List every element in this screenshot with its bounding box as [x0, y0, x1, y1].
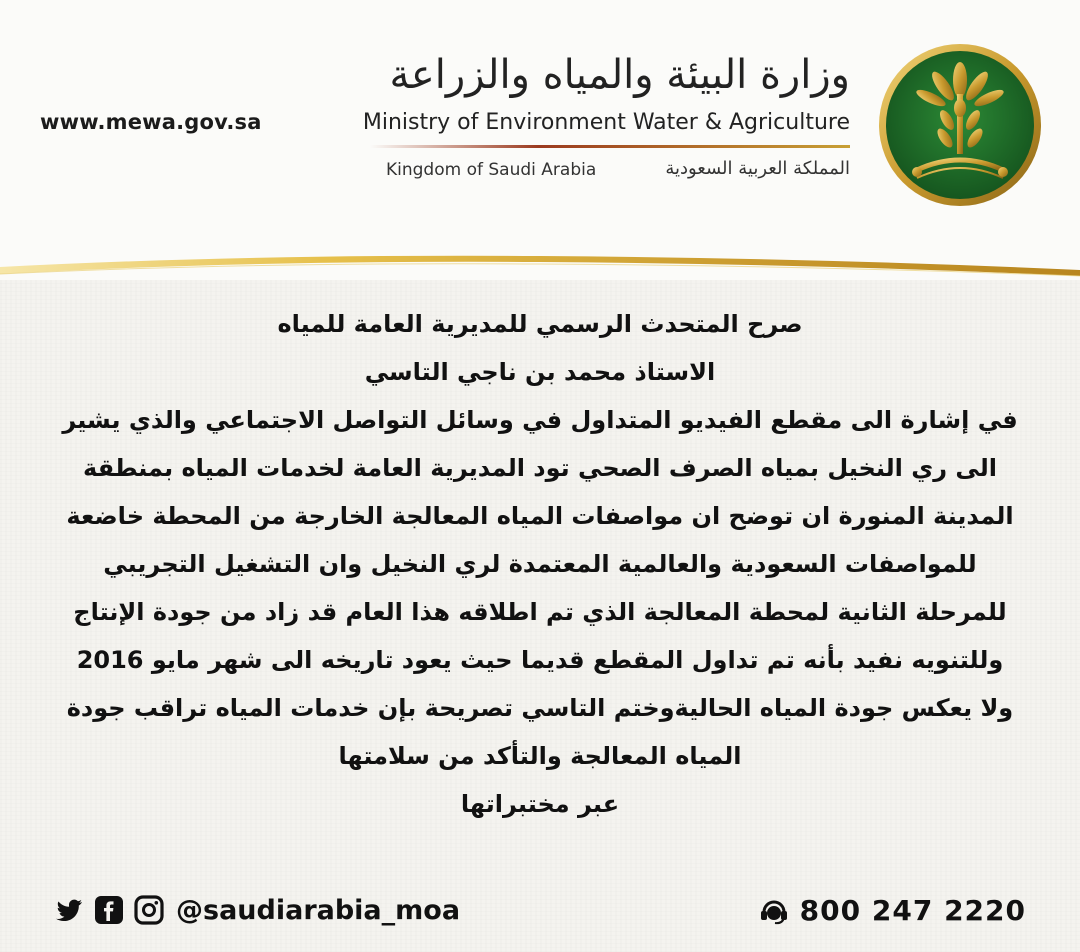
- instagram-icon[interactable]: [134, 895, 164, 925]
- statement-line: المدينة المنورة ان توضح ان مواصفات المياه المعالجة الخارجة من المحطة خاضعة: [66, 502, 1014, 530]
- phone-number[interactable]: 800 247 2220: [799, 893, 1026, 927]
- statement-line: المياه المعالجة والتأكد من سلامتها: [338, 742, 742, 770]
- facebook-icon[interactable]: [94, 895, 124, 925]
- website-link[interactable]: www.mewa.gov.sa: [40, 110, 262, 134]
- ministry-name-arabic: وزارة البيئة والمياه والزراعة: [389, 52, 850, 98]
- statement-line: للمرحلة الثانية لمحطة المعالجة الذي تم اطلاقه هذا العام قد زاد من جودة الإنتاج: [73, 598, 1007, 626]
- ministry-emblem-icon: [877, 42, 1043, 208]
- twitter-icon[interactable]: [54, 895, 84, 925]
- statement-line: الاستاذ محمد بن ناجي التاسي: [364, 358, 716, 386]
- statement-line: صرح المتحدث الرسمي للمديرية العامة للمياه: [277, 310, 803, 338]
- social-handle[interactable]: @saudiarabia_moa: [176, 894, 461, 926]
- kingdom-name-arabic: المملكة العربية السعودية: [665, 158, 850, 179]
- statement-line: الى ري النخيل بمياه الصرف الصحي تود المديرية العامة لخدمات المياه بمنطقة: [83, 454, 997, 482]
- header-divider: [370, 145, 850, 148]
- phone-headset-icon: [758, 894, 790, 926]
- statement-line: في إشارة الى مقطع الفيديو المتداول في وسائل التواصل الاجتماعي والذي يشير: [62, 406, 1018, 434]
- social-links: [54, 890, 460, 930]
- press-statement: [60, 300, 1020, 828]
- statement-line: ولا يعكس جودة المياه الحاليةوختم التاسي تصريحة بإن خدمات المياه تراقب جودة: [66, 694, 1014, 722]
- kingdom-name-english: Kingdom of Saudi Arabia: [386, 160, 597, 180]
- ministry-name-english: Ministry of Environment Water & Agriculture: [362, 110, 850, 135]
- statement-line: وللتنويه نفيد بأنه تم تداول المقطع قديما حيث يعود تاريخه الى شهر مايو 2016: [76, 646, 1004, 674]
- gold-divider-wave: [0, 232, 1080, 292]
- statement-line: عبر مختبراتها: [460, 790, 620, 818]
- statement-line: للمواصفات السعودية والعالمية المعتمدة لري النخيل وان التشغيل التجريبي: [103, 550, 977, 578]
- contact-phone: [758, 890, 1026, 930]
